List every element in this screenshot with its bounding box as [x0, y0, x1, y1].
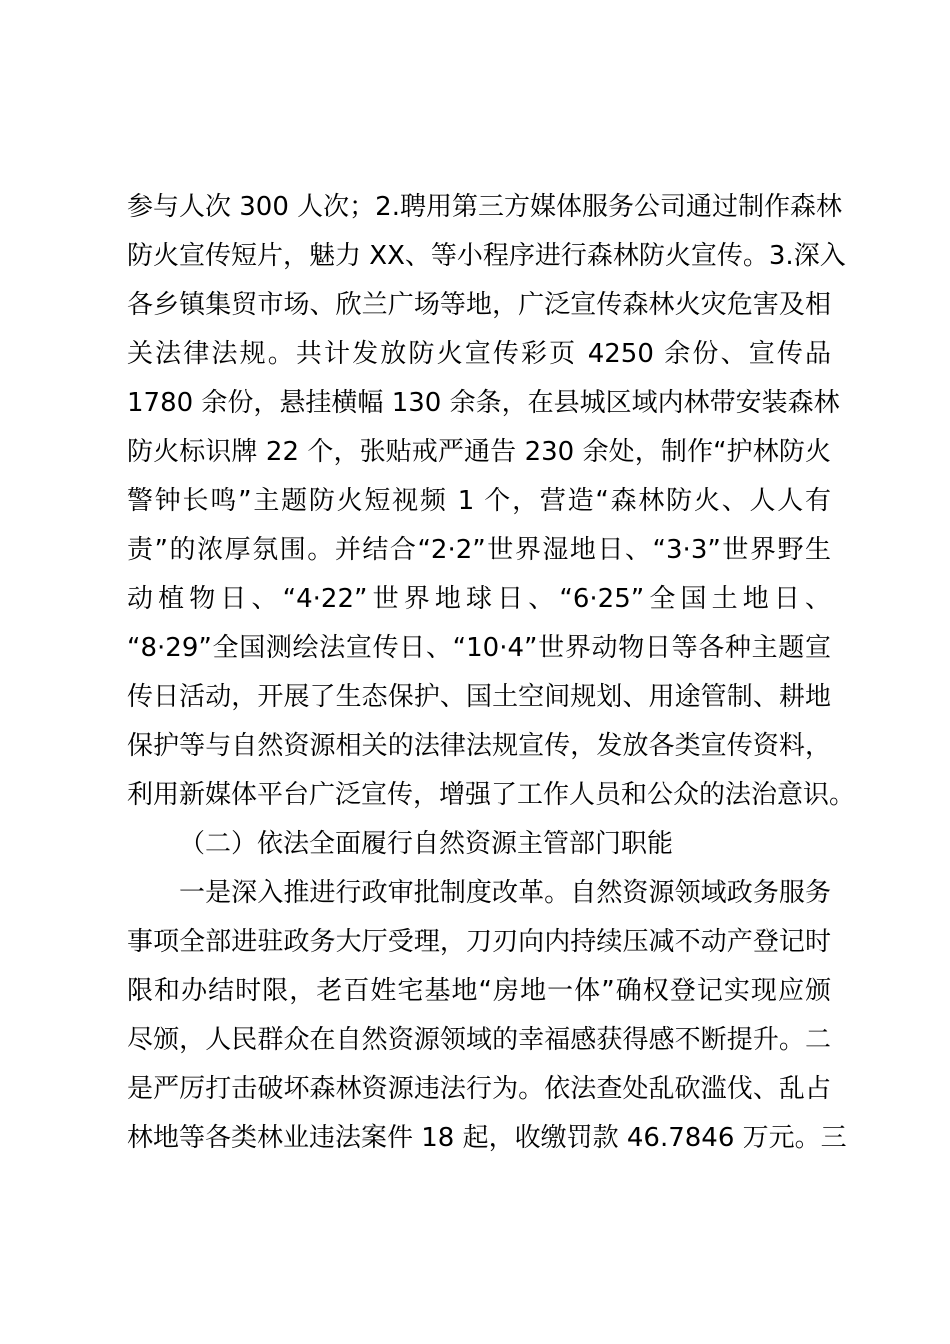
paragraph-1-line-5: 1780 余份，悬挂横幅 130 余条，在县城区域内林带安装森林 [127, 388, 840, 418]
paragraph-1-line-2: 防火宣传短片，魅力 XX、等小程序进行森林防火宣传。3.深入 [127, 241, 846, 271]
paragraph-2-line-3: 限和办结时限，老百姓宅基地“房地一体”确权登记实现应颁 [127, 976, 831, 1006]
paragraph-1-line-13: 利用新媒体平台广泛宣传，增强了工作人员和公众的法治意识。 [127, 780, 856, 810]
paragraph-2-line-4: 尽颁，人民群众在自然资源领域的幸福感获得感不断提升。二 [127, 1025, 831, 1055]
paragraph-1-line-1: 参与人次 300 人次；2.聘用第三方媒体服务公司通过制作森林 [127, 192, 842, 222]
paragraph-1-line-7: 警钟长鸣”主题防火短视频 1 个，营造“森林防火、人人有 [127, 486, 831, 516]
paragraph-1-line-10: “8·29”全国测绘法宣传日、“10·4”世界动物日等各种主题宣 [127, 633, 831, 663]
paragraph-1-line-8: 责”的浓厚氛围。并结合“2·2”世界湿地日、“3·3”世界野生 [127, 535, 831, 565]
paragraph-1-line-3: 各乡镇集贸市场、欣兰广场等地，广泛宣传森林火灾危害及相 [127, 290, 831, 320]
paragraph-1-line-11: 传日活动，开展了生态保护、国土空间规划、用途管制、耕地 [127, 682, 831, 712]
paragraph-2-line-5: 是严厉打击破坏森林资源违法行为。依法查处乱砍滥伐、乱占 [127, 1074, 831, 1104]
paragraph-1-line-4: 关法律法规。共计发放防火宣传彩页 4250 余份、宣传品 [127, 339, 831, 369]
paragraph-1-line-6: 防火标识牌 22 个，张贴戒严通告 230 余处，制作“护林防火 [127, 437, 831, 467]
paragraph-1-line-9: 动植物日、“4·22”世界地球日、“6·25”全国土地日、 [127, 584, 831, 614]
paragraph-1-line-12: 保护等与自然资源相关的法律法规宣传，发放各类宣传资料， [127, 731, 831, 761]
paragraph-2-line-2: 事项全部进驻政务大厅受理，刀刃向内持续压减不动产登记时 [127, 927, 831, 957]
paragraph-2-line-6: 林地等各类林业违法案件 18 起，收缴罚款 46.7846 万元。三 [127, 1123, 847, 1153]
paragraph-2-line-1: 一是深入推进行政审批制度改革。自然资源领域政务服务 [179, 878, 831, 908]
section-heading: （二）依法全面履行自然资源主管部门职能 [179, 829, 674, 859]
